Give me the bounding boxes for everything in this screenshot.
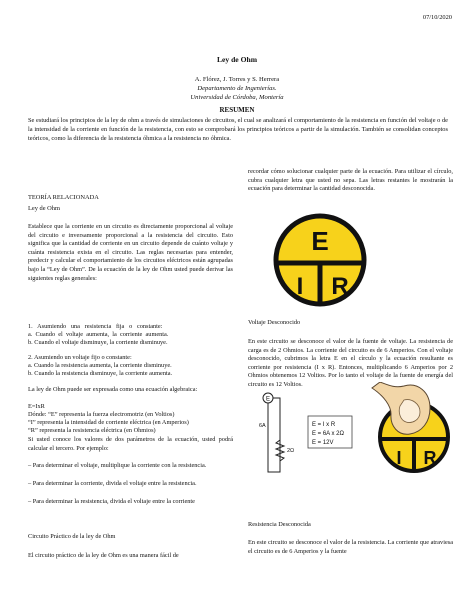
abstract-heading: RESUMEN <box>219 106 255 114</box>
ohm-wheel <box>272 212 368 308</box>
equation: E=IxR <box>28 403 45 410</box>
figure-eq-line-1: E = I x R <box>312 422 336 428</box>
current-label: 6A <box>259 423 266 429</box>
rule-2b: b. Cuando la resistencia disminuye, la corriente aumenta. <box>28 370 173 377</box>
rule-2a: a. Cuando la resistencia aumenta, la corriente disminuye. <box>28 362 172 369</box>
wheel-intro: recordar cómo solucionar cualquier parte de la ecuación. Para utilizar el círculo, cubra cualquier letra que usted no sepa. Las letras restantes le mostrarán la ecuación para determinar la cantidad desconocida. <box>248 168 453 193</box>
definition-e: Dónde: “E” representa la fuerza electromotriz (en Voltios) <box>28 411 175 418</box>
rule-2: 2. Asumiendo un voltaje fijo o constante: <box>28 354 132 361</box>
circuit-heading: Circuito Práctico de la ley de Ohm <box>28 533 116 540</box>
figure-wheel-letter-i: I <box>396 448 402 468</box>
ohm-wheel-letter-r: R <box>331 273 349 300</box>
known-values-text: Si usted conoce los valores de dos parámetros de la ecuación, usted podrá calcular el tercero. Por ejemplo: <box>28 436 233 452</box>
department: Departamento de Ingenierías. <box>197 85 277 92</box>
definition-r: “R” representa la resistencia eléctrica (en Ohmios) <box>28 427 156 434</box>
voltage-circuit-figure <box>254 382 454 480</box>
ohm-wheel-letter-e: E <box>311 226 329 256</box>
bullet-voltage: – Para determinar el voltaje, multiplique la corriente con la resistencia. <box>28 462 207 469</box>
resistance-heading: Resistencia Desconocida <box>248 521 311 528</box>
authors: A. Flórez, J. Torres y S. Herrera <box>194 76 280 83</box>
rule-1a: a. Cuando el voltaje aumenta, la corriente aumenta. <box>28 331 169 338</box>
source-label: E <box>265 396 271 403</box>
abstract-text: Se estudiará los principios de la ley de ohm a través de simulaciones de circuitos, el cual se analizará el comportamiento de la resistencia en función del voltaje o de la intensidad de la corriente en función de la resistencia, con esto se comprobará los principios teóricos a partir de la simulación. También se consolidan conceptos teóricos, como la diferencia de la resistencia óhmica a la resistencia no óhmica. <box>28 117 448 142</box>
circuit-wire <box>265 396 280 472</box>
section-heading: TEORÍA RELACIONADA <box>28 194 99 201</box>
voltage-heading: Voltaje Desconocido <box>248 319 301 326</box>
subheading-ley-de-ohm: Ley de Ohm <box>28 205 60 212</box>
definition-i: “I” representa la intensidad de corriente eléctrica (en Amperios) <box>28 419 189 426</box>
equation-intro: La ley de Ohm puede ser expresada como una ecuación algebraica: <box>28 386 198 393</box>
bullet-resistance: – Para determinar la resistencia, divida el voltaje entre la corriente <box>28 498 195 505</box>
page-date: 07/10/2020 <box>422 14 452 21</box>
bullet-current: – Para determinar la corriente, divida el voltaje entre la resistencia. <box>28 480 197 487</box>
resistor-label: 2Ω <box>287 448 295 454</box>
circuit-text: El circuito práctico de la ley de Ohm es una manera fácil de <box>28 552 179 559</box>
figure-wheel-letter-r: R <box>423 448 437 468</box>
intro-paragraph: Establece que la corriente en un circuito es directamente proporcional al voltaje del circuito e inversamente proporcional a la resistencia del circuito. Esto significa que la cantidad de corriente en un circuito depende de cuánto voltaje y cuánta resistencia exista en el circuito. Las reglas necesarias para entender, predecir y calcular el comportamiento de los circuitos eléctricos están agrupadas bajo la “Ley de Ohm”. De la ecuación de la ley de Ohm usted puede derivar las siguientes reglas generales: <box>28 223 233 282</box>
rule-1: 1. Asumiendo una resistencia fija o constante: <box>28 323 163 330</box>
university: Universidad de Córdoba, Montería <box>190 94 284 101</box>
rule-1b: b. Cuando el voltaje disminuye, la corriente disminuye. <box>28 339 168 346</box>
ohm-wheel-letter-i: I <box>296 273 304 300</box>
voltage-text: En este circuito se desconoce el valor de la fuente de voltaje. La resistencia de carga es de 2 Ohmios. La corriente del circuito es de 6 Amperios. Con el voltaje desconocido, cubrimos la letra E en el círculo y la ecuación resultante es corriente por resistencia (I x R). Entonces, multiplicando 6 Amperios por 2 Ohmios obtenemos 12 Voltios. Por lo tanto el voltaje de la fuente de energía del circuito es 12 Voltios. <box>248 338 453 388</box>
figure-eq-line-2: E = 6A x 2Ω <box>312 431 345 437</box>
resistance-text: En este circuito se desconoce el valor de la resistencia. La corriente que atraviesa el circuito es de 6 Amperios y la fuente <box>248 539 453 555</box>
paper-title: Ley de Ohm <box>216 55 258 64</box>
figure-eq-line-3: E = 12V <box>312 440 334 446</box>
